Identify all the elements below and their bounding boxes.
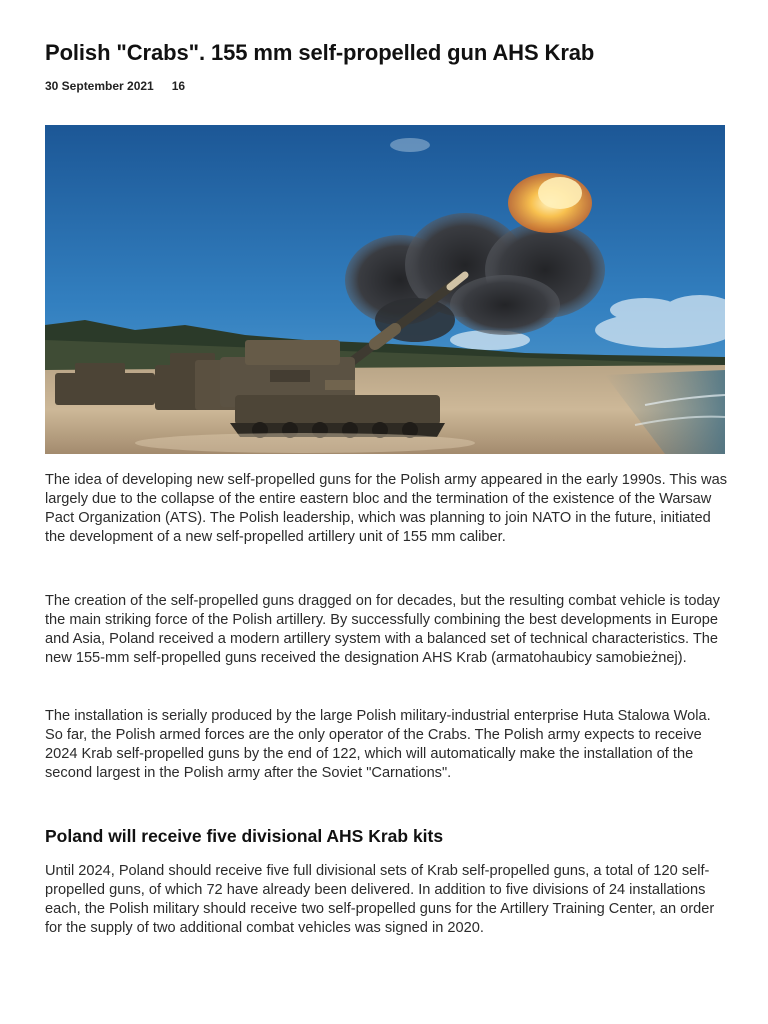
article-meta	[45, 79, 185, 93]
hero-photo	[45, 125, 725, 454]
muzzle-flash	[508, 173, 592, 233]
publish-date: 30 September 2021	[45, 79, 154, 93]
paragraph-2: The creation of the self-propelled guns dragged on for decades, but the resulting combat vehicle is today the main striking force of the Polish artillery. By successfully combining the best developments in Europe and Asia, Poland received a modern artillery system with a balanced set of technical characteristics. The new 155-mm self-propelled guns received the designation AHS Krab (armatohaubicy samobieżnej).	[45, 593, 720, 666]
comment-count[interactable]: 16	[171, 79, 186, 93]
dust	[135, 433, 475, 453]
paragraph-4: Until 2024, Poland should receive five full divisional sets of Krab self-propelled guns, a total of 120 self-propelled guns, of which 72 have already been delivered. In addition to five divisions of 24 installations each, the Polish military should receive two self-propelled guns for the Artillery Training Center, an order for the supply of two additional combat vehicles was signed in 2020.	[45, 863, 715, 936]
section-heading: Poland will receive five divisional AHS Krab kits	[45, 826, 444, 846]
paragraph-3: The installation is serially produced by the large Polish military-industrial enterprise Huta Stalowa Wola. So far, the Polish armed forces are the only operator of the Crabs. The Polish army expects to receive 2024 Krab self-propelled guns by the end of 122, which will automatically make the installation of the second largest in the Polish army after the Soviet "Carnations".	[45, 708, 711, 781]
paragraph-1: The idea of developing new self-propelled guns for the Polish army appeared in the early 1990s. This was largely due to the collapse of the entire eastern bloc and the termination of the existence of the Warsaw Pact Organization (ATS). The Polish leadership, which was planning to join NATO in the future, initiated the development of a new self-propelled artillery unit of 155 mm caliber.	[45, 472, 727, 545]
article-title: Polish "Crabs". 155 mm self-propelled gun AHS Krab	[45, 40, 595, 65]
